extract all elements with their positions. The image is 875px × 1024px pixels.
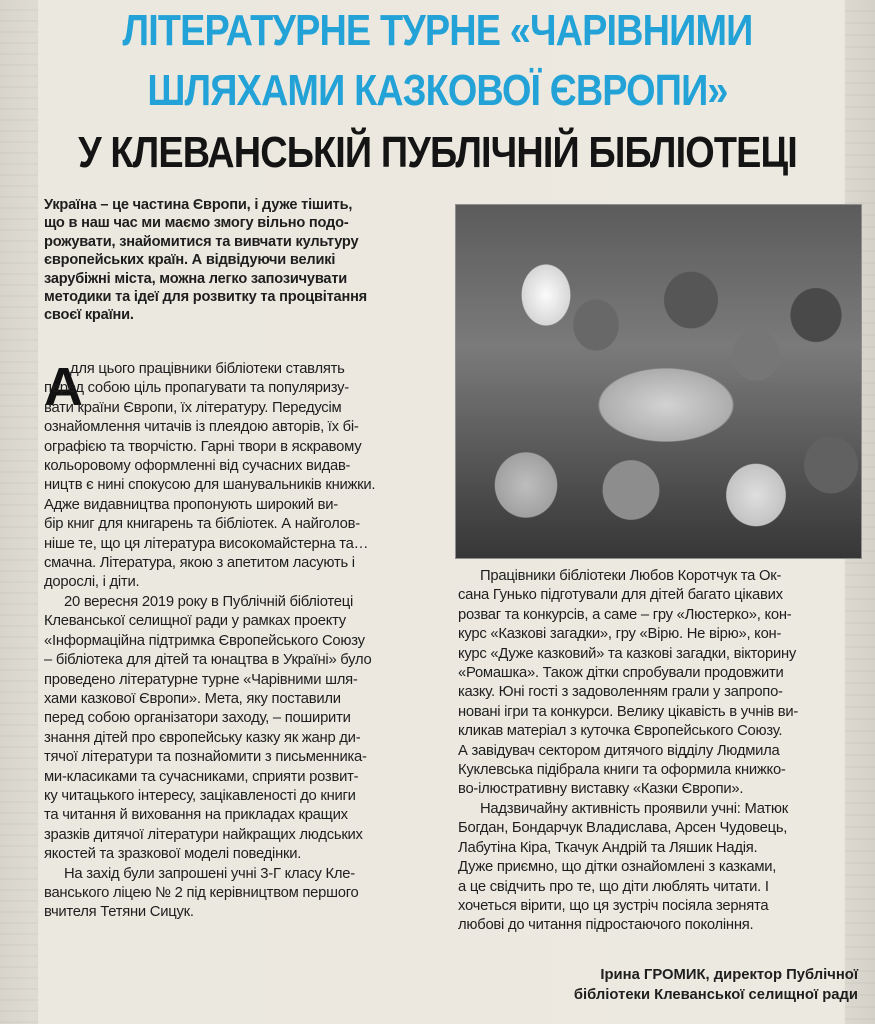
headline-line-2: ШЛЯХАМИ КАЗКОВОЇ ЄВРОПИ»	[147, 66, 728, 115]
text-line: перед собою організатори заходу, – поширити	[44, 710, 351, 727]
text-line: любові до читання підростаючого покоління.	[458, 917, 754, 934]
text-line: 20 вересня 2019 року в Публічній бібліотеці	[64, 593, 353, 610]
text-line: – бібліотека для дітей та юнацтва в Україні» було	[44, 652, 372, 669]
text-line: вчителя Тетяни Сицук.	[44, 904, 194, 921]
text-line: Лабутіна Кіра, Ткачук Андрій та Ляшик Надія.	[458, 839, 758, 856]
text-line: для цього працівники бібліотеки ставлять	[70, 361, 345, 377]
text-line: перед собою ціль пропагувати та популяризу-	[44, 380, 349, 397]
text-line: ку читацького інтересу, зацікавленості до книги	[44, 787, 356, 804]
text-line: «Ромашка». Також дітки спробували продовжити	[458, 665, 784, 682]
lead-paragraph	[44, 196, 444, 325]
text-line: дорослі, і діти.	[44, 574, 140, 591]
text-line: Працівники бібліотеки Любов Коротчук та Ок-	[480, 568, 782, 584]
text-line: хочеться вірити, що ця зустріч посіяла зернята	[458, 897, 769, 914]
lead-line: рожувати, знайомитися та вивчати культуру	[44, 233, 359, 250]
text-line: Куклевська підібрала книги та оформила книжко-	[458, 762, 786, 779]
text-line: а це свідчить про те, що діти люблять читати. І	[458, 878, 769, 895]
text-line: зразків дитячої літератури найкращих людських	[44, 826, 363, 843]
text-line: ознайомлення читачів із плеядою авторів, їх бі-	[44, 419, 359, 436]
text-line: Дуже приємно, що дітки ознайомлені з казками,	[458, 859, 777, 876]
text-line: знання дітей про європейську казку як жанр ди-	[44, 729, 361, 746]
text-line: хами казкової Європи». Мета, яку поставили	[44, 690, 341, 707]
text-line: «Інформаційна підтримка Європейського Союзу	[44, 632, 365, 649]
lead-line: Україна – це частина Європи, і дуже тішить,	[44, 197, 353, 213]
lead-line: європейських країн. А відвідуючи великі	[44, 252, 336, 269]
lead-line: зарубіжні міста, можна легко запозичувати	[44, 270, 348, 287]
text-line: та читання й виховання на прикладах кращих	[44, 807, 348, 824]
lead-line: що в наш час ми маємо змогу вільно подо-	[44, 215, 349, 232]
text-line: смачна. Література, якою з апетитом ласують і	[44, 555, 355, 572]
text-line: кольоровому оформленні від сучасних видав-	[44, 458, 351, 475]
text-line: казку. Юні гості з задоволенням грали у запропо-	[458, 684, 783, 701]
text-line: ванського ліцею № 2 під керівництвом першого	[44, 884, 359, 901]
text-line: Надзвичайну активність проявили учні: Матюк	[480, 800, 788, 817]
text-line: вати країни Європи, їх літературу. Передусім	[44, 399, 342, 416]
text-line: тячої літератури та познайомити з письменника-	[44, 749, 367, 766]
text-line: ніше те, що ця література високомайстерна та…	[44, 535, 369, 552]
text-line: якостей та зразкової моделі поведінки.	[44, 846, 302, 863]
children-in-library-photo	[455, 204, 862, 559]
text-line: А завідувач сектором дитячого відділу Людмила	[458, 742, 780, 759]
text-line: ництв є нині спокусою для шанувальників книжки.	[44, 477, 376, 494]
text-line: Богдан, Бондарчук Владислава, Арсен Чудовець,	[458, 820, 788, 837]
text-line: Адже видавництва пропонують широкий ви-	[44, 496, 338, 513]
article-left-column	[44, 357, 442, 923]
text-line: сана Гунько підготували для дітей багато цікавих	[458, 587, 783, 604]
article-right-column	[458, 567, 858, 936]
headline-line-1: ЛІТЕРАТУРНЕ ТУРНЕ «ЧАРІВНИМИ	[122, 6, 753, 55]
text-line: курс «Казкові загадки», гру «Вірю. Не вірю», кон-	[458, 626, 782, 643]
text-line: новані ігри та конкурси. Велику цікавість в учнів ви-	[458, 703, 799, 720]
text-line: бір книг для книгарень та бібліотек. А найголов-	[44, 516, 360, 533]
text-line: На захід були запрошені учні 3-Г класу Кле-	[64, 865, 355, 882]
text-line: ми-класиками та сучасниками, сприяти розвит-	[44, 768, 359, 785]
text-line: во-ілюстративну виставку «Казки Європи».	[458, 781, 744, 798]
signature-line: Ірина ГРОМИК, директор Публічної	[600, 967, 858, 983]
text-line: кликав матеріал з куточка Європейського Союзу.	[458, 723, 783, 740]
text-line: розваг та конкурсів, а саме – гру «Люстерко», кон-	[458, 606, 792, 623]
lead-line: своєї країни.	[44, 307, 134, 324]
text-line: курс «Дуже казковий» та казкові загадки, вікторину	[458, 645, 797, 662]
drop-cap: А	[44, 357, 83, 417]
text-line: ографією та творчістю. Гарні твори в яскравому	[44, 438, 362, 455]
text-line: проведено літературне турне «Чарівними шля-	[44, 671, 358, 688]
signature-line: бібліотеки Клеванської селищної ради	[573, 986, 858, 1003]
adjacent-page-edge-left	[0, 0, 38, 1024]
lead-line: методики та ідеї для розвитку та процвітання	[44, 289, 368, 306]
text-line: Клеванської селищної ради у рамках проекту	[44, 613, 346, 630]
headline-line-3: У КЛЕВАНСЬКІЙ ПУБЛІЧНІЙ БІБЛІОТЕЦІ	[78, 128, 797, 177]
author-signature	[458, 966, 858, 1005]
